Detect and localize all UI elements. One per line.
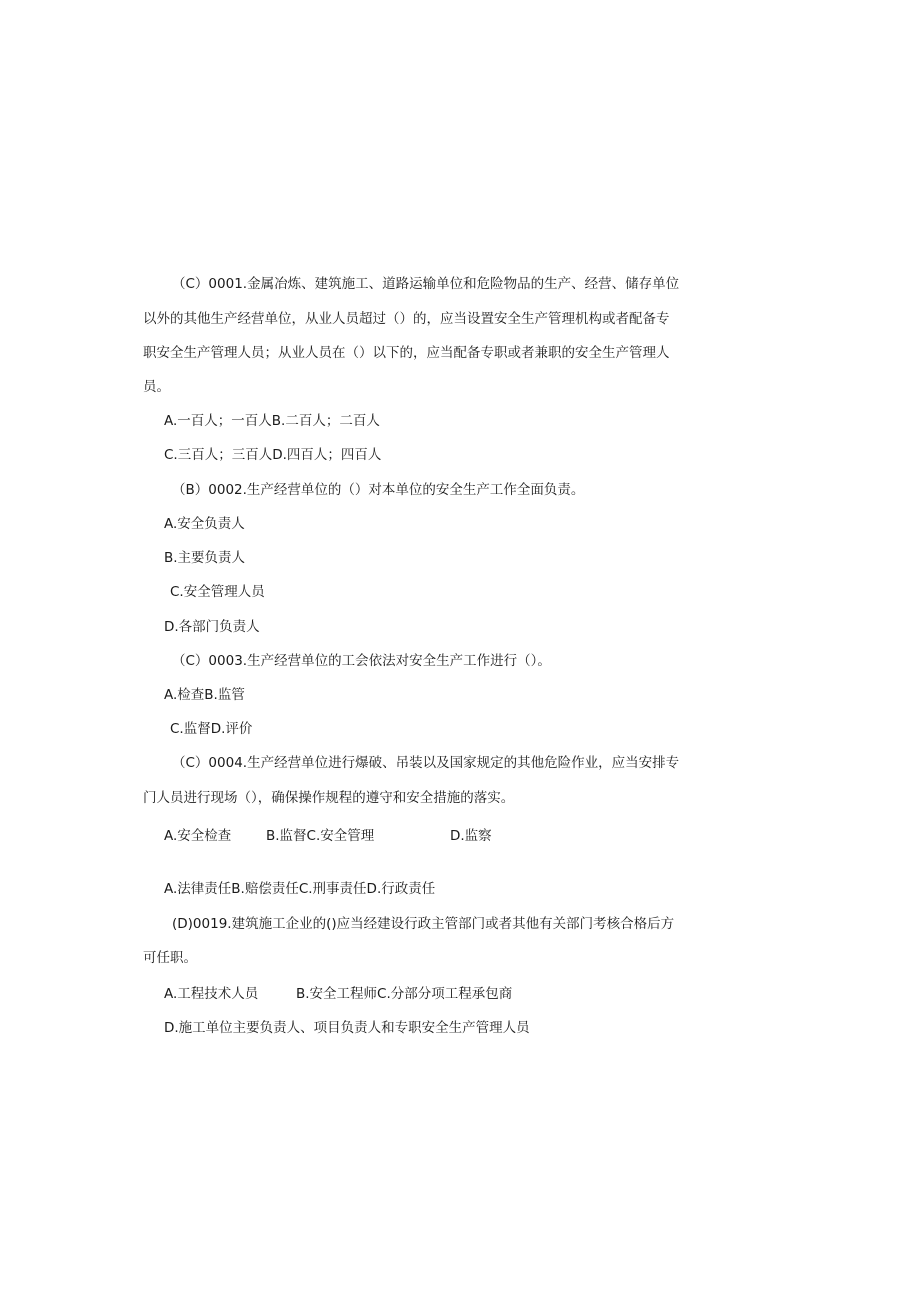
question-0002-option-d: D.各部门负责人 xyxy=(164,619,260,635)
question-0001-line-2: 以外的其他生产经营单位，从业人员超过（）的，应当设置安全生产管理机构或者配备专 xyxy=(143,311,670,327)
question-0004-option-bc: B.监督C.安全管理 xyxy=(266,828,375,844)
question-0004-line-1: （C）0004.生产经营单位进行爆破、吊装以及国家规定的其他危险作业，应当安排专 xyxy=(172,755,680,771)
question-0004-option-a: A.安全检查 xyxy=(164,828,232,844)
question-0003-option-ab: A.检查B.监管 xyxy=(164,687,245,703)
question-0003-option-cd: C.监督D.评价 xyxy=(170,721,253,737)
question-0004-option-d: D.监察 xyxy=(450,828,492,844)
question-0001-line-3: 职安全生产管理人员；从业人员在（）以下的，应当配备专职或者兼职的安全生产管理人 xyxy=(143,345,670,361)
question-0019-option-d: D.施工单位主要负责人、项目负责人和专职安全生产管理人员 xyxy=(164,1020,530,1036)
question-0019-line-2: 可任职。 xyxy=(143,950,197,966)
question-0003-line-1: （C）0003.生产经营单位的工会依法对安全生产工作进行（）。 xyxy=(172,653,551,669)
question-0019-option-a: A.工程技术人员 xyxy=(164,986,259,1002)
question-0019-line-1: (D)0019.建筑施工企业的()应当经建设行政主管部门或者其他有关部门考核合格后方 xyxy=(172,916,675,932)
question-0002-option-a: A.安全负责人 xyxy=(164,516,245,532)
question-0001-line-4: 员。 xyxy=(143,379,170,395)
options-responsibility: A.法律责任B.赔偿责任C.刑事责任D.行政责任 xyxy=(164,881,436,897)
question-0001-line-1: （C）0001.金属冶炼、建筑施工、道路运输单位和危险物品的生产、经营、储存单位 xyxy=(172,276,680,292)
question-0002-option-c: C.安全管理人员 xyxy=(170,584,265,600)
question-0001-option-cd: C.三百人；三百人D.四百人；四百人 xyxy=(164,447,382,463)
question-0004-line-2: 门人员进行现场（），确保操作规程的遵守和安全措施的落实。 xyxy=(143,790,515,806)
question-0001-option-ab: A.一百人；一百人B.二百人；二百人 xyxy=(164,413,380,429)
question-0002-line-1: （B）0002.生产经营单位的（）对本单位的安全生产工作全面负责。 xyxy=(172,482,585,498)
question-0019-option-bc: B.安全工程师C.分部分项工程承包商 xyxy=(296,986,513,1002)
question-0002-option-b: B.主要负责人 xyxy=(164,550,246,566)
